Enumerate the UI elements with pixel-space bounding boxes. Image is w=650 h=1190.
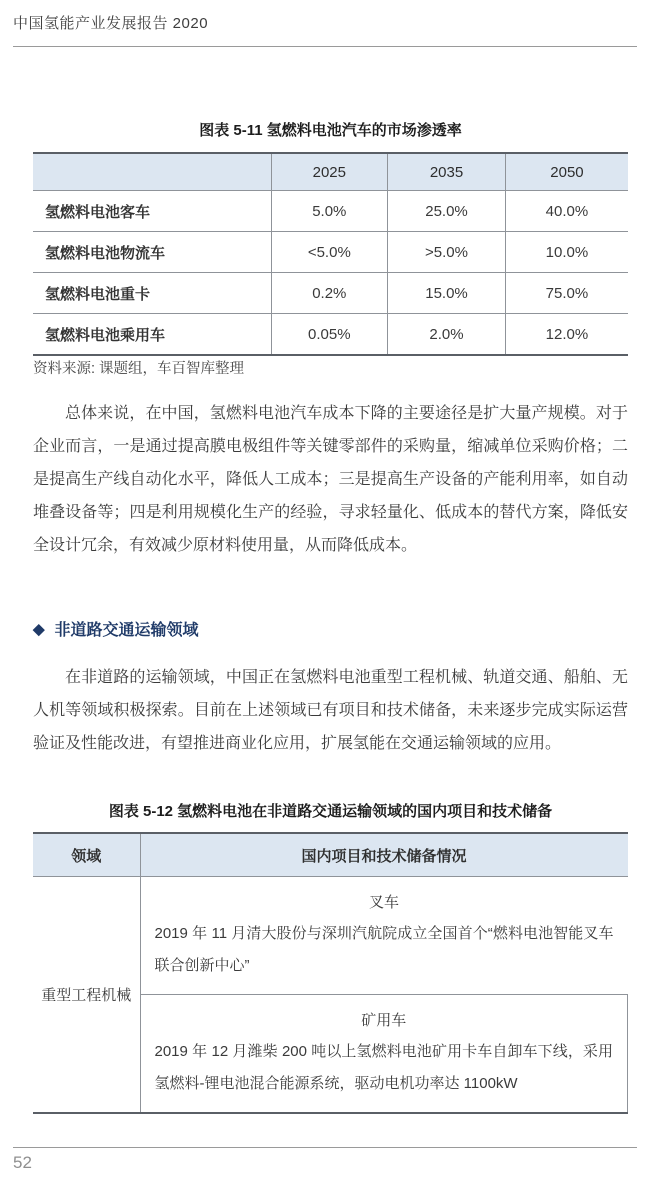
table-row xyxy=(33,273,628,314)
cell-value: 12.0% xyxy=(505,314,628,356)
cell-value: 0.2% xyxy=(271,273,388,314)
table-row xyxy=(33,191,628,232)
cell-value: >5.0% xyxy=(388,232,506,273)
project-subtitle: 叉车 xyxy=(368,894,399,911)
row-label: 氢燃料电池重卡 xyxy=(33,273,271,314)
cell-value: 5.0% xyxy=(271,191,388,232)
cell-value: 25.0% xyxy=(388,191,506,232)
table-row xyxy=(33,232,628,273)
body-paragraph-nonroad-exploration: 在非道路的运输领域，中国正在氢燃料电池重型工程机械、轨道交通、船舶、无人机等领域积极探索。目前在上述领域已有项目和技术储备，未来逐步完成实际运营验证及性能改进，有望推进商业化应用，扩展氢能在交通运输领域的应用。 xyxy=(33,669,628,752)
table-5-12-title: 图表 5-12 氢燃料电池在非道路交通运输领域的国内项目和技术储备 xyxy=(108,803,553,820)
diamond-bullet-icon: ◆ xyxy=(33,620,45,638)
cell-value: 0.05% xyxy=(271,314,388,356)
cell-value: 40.0% xyxy=(505,191,628,232)
running-header-title: 中国氢能产业发展报告 2020 xyxy=(13,15,209,32)
row-label: 氢燃料电池乘用车 xyxy=(33,314,271,356)
header-cell-area: 领域 xyxy=(33,833,140,877)
table-5-11-title: 图表 5-11 氢燃料电池汽车的市场渗透率 xyxy=(199,122,462,139)
area-label-heavy-machinery: 重型工程机械 xyxy=(33,877,140,1114)
header-cell-2035: 2035 xyxy=(388,153,506,191)
table-row xyxy=(33,877,628,995)
table-source-note: 资料来源: 课题组，车百智库整理 xyxy=(33,361,245,377)
cell-value: <5.0% xyxy=(271,232,388,273)
header-cell-2025: 2025 xyxy=(271,153,388,191)
project-cell-forklift xyxy=(140,877,628,995)
section-heading-nonroad-transport xyxy=(33,617,628,640)
cell-value: 10.0% xyxy=(505,232,628,273)
project-subtitle: 矿用车 xyxy=(361,1012,407,1029)
page-number: 52 xyxy=(13,1153,32,1172)
table-header-row xyxy=(33,833,628,877)
table-5-12 xyxy=(33,832,628,1114)
header-cell-projects: 国内项目和技术储备情况 xyxy=(140,833,628,877)
project-cell-mining-truck xyxy=(140,995,628,1114)
cell-value: 75.0% xyxy=(505,273,628,314)
body-paragraph-cost-reduction: 总体来说，在中国，氢燃料电池汽车成本下降的主要途径是扩大量产规模。对于企业而言，一是通过提高膜电极组件等关键零部件的采购量，缩减单位采购价格；二是提高生产线自动化水平，降低人工成本；三是提高生产设备的产能利用率，如自动堆叠设备等；四是利用规模化生产的经验，寻求轻量化、低成本的替代方案，降低安全设计冗余，有效减少原材料使用量，从而降低成本。 xyxy=(33,405,628,554)
header-cell-2050: 2050 xyxy=(505,153,628,191)
project-description: 2019 年 12 月潍柴 200 吨以上氢燃料电池矿用卡车自卸车下线，采用氢燃料-锂电池混合能源系统，驱动电机功率达 1100kW xyxy=(154,1043,613,1092)
row-label: 氢燃料电池客车 xyxy=(33,191,271,232)
header-divider xyxy=(13,46,637,47)
header-cell-empty xyxy=(33,153,271,191)
footer-divider xyxy=(13,1147,637,1148)
project-description: 2019 年 11 月清大股份与深圳汽航院成立全国首个“燃料电池智能叉车联合创新中心” xyxy=(154,925,614,974)
table-header-row xyxy=(33,153,628,191)
table-5-11 xyxy=(33,152,628,356)
row-label: 氢燃料电池物流车 xyxy=(33,232,271,273)
cell-value: 15.0% xyxy=(388,273,506,314)
section-heading-label: 非道路交通运输领域 xyxy=(54,622,199,639)
cell-value: 2.0% xyxy=(388,314,506,356)
table-row xyxy=(33,314,628,356)
